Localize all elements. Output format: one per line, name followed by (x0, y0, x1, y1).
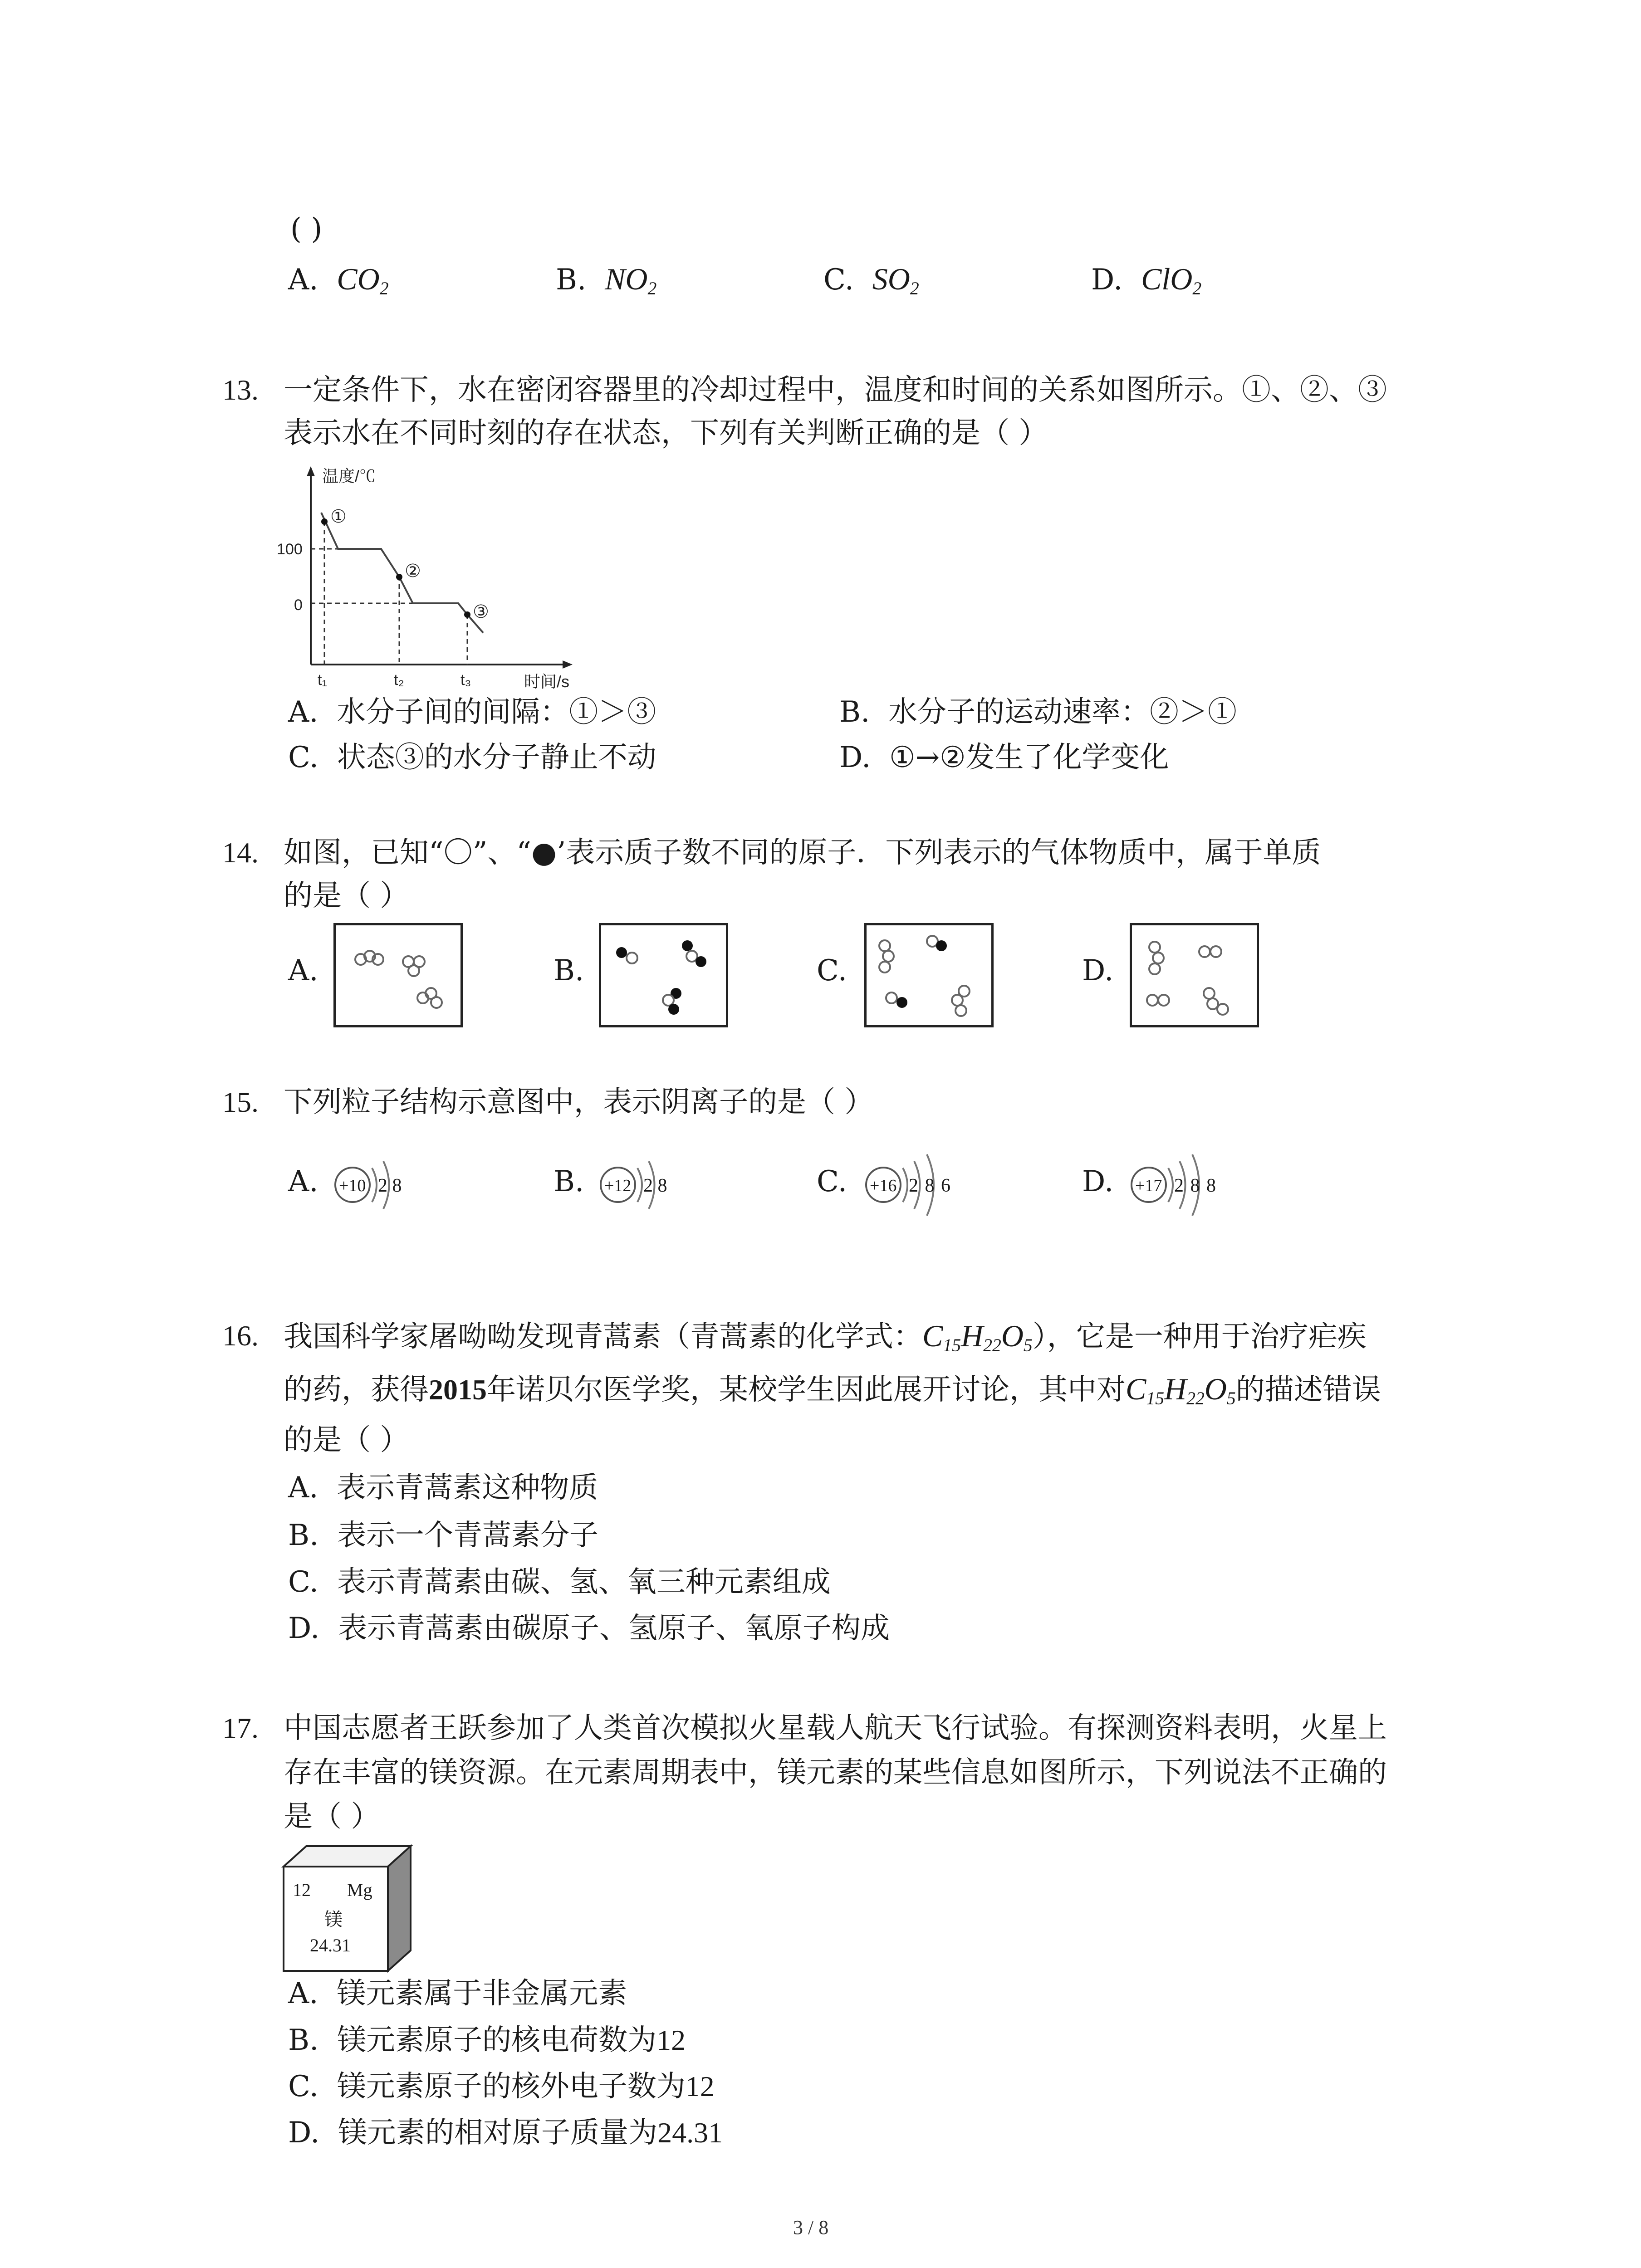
formula-sub: 22 (1186, 1388, 1205, 1409)
formula-o: O (1001, 1319, 1024, 1353)
option-letter: D. (1091, 263, 1123, 297)
q15-atom-d (1125, 1134, 1252, 1220)
option-letter: C. (288, 2070, 319, 2103)
q16-option-d (288, 1610, 890, 1647)
q14-molecules-a (336, 925, 460, 1025)
state-point-2 (396, 574, 402, 580)
marker-2: ② (405, 561, 421, 581)
q16-option-a (288, 1470, 598, 1506)
electron-shells: 2 8 (643, 1175, 667, 1196)
q12-paren: ( ) (290, 212, 323, 246)
option-text: 镁元素原子的核电荷数为 (337, 2024, 657, 2057)
tick-label-0: 0 (294, 596, 303, 614)
q14-option-d-letter: D. (1082, 954, 1114, 987)
option-text: 状态③的水分子静止不动 (337, 741, 656, 774)
tick-label-t1: t₁ (318, 671, 327, 689)
option-letter: B. (288, 1519, 319, 1552)
element-symbol: Mg (347, 1880, 372, 1900)
q13-option-c (288, 739, 656, 776)
q14-molecules-b (601, 925, 726, 1025)
option-text: 水分子间的间隔：①＞③ (337, 695, 656, 729)
q17-line2: 存在丰富的镁资源。在元素周期表中，镁元素的某些信息如图所示，下列说法不正确的 (284, 1756, 1387, 1789)
q12-option-b (556, 261, 656, 307)
formula: NO (605, 262, 648, 296)
tick-label-t2: t₂ (394, 671, 404, 689)
option-value: 24.31 (657, 2116, 723, 2149)
q13-number: 13. (222, 374, 259, 406)
q13-line2: 表示水在不同时刻的存在状态，下列有关判断正确的是（ ） (284, 416, 1048, 450)
q17-option-b (288, 2022, 686, 2058)
formula: CO (337, 262, 380, 296)
marker-1: ① (330, 507, 347, 527)
marker-3: ③ (473, 602, 489, 622)
text-segment: ），它是一种用于治疗疟疾 (1032, 1320, 1367, 1354)
q13-temperature-graph (268, 458, 585, 694)
option-letter: A. (288, 1977, 318, 2010)
option-letter: C. (288, 1565, 319, 1599)
q13-option-b (839, 694, 1237, 730)
option-letter: A. (288, 263, 318, 297)
electron-shells: 2 8 6 (909, 1175, 950, 1196)
q14-option-b-letter: B. (554, 954, 584, 987)
q14-molecules-d (1132, 925, 1257, 1025)
option-letter: D. (839, 741, 871, 774)
q16-option-c (288, 1564, 831, 1600)
element-card-magnesium (279, 1844, 415, 1975)
q14-box-c (864, 923, 994, 1027)
q15-option-c-letter: C. (817, 1165, 847, 1198)
atomic-number: 12 (293, 1880, 311, 1900)
q17-line3: 是（ ） (284, 1800, 380, 1833)
q17-line1: 中国志愿者王跃参加了人类首次模拟火星载人航天飞行试验。有探测资料表明，火星上 (284, 1711, 1387, 1745)
formula: ClO (1141, 262, 1193, 296)
option-text: 表示一个青蒿素分子 (337, 1519, 599, 1552)
option-text: ①→②发生了化学变化 (889, 741, 1169, 774)
text-segment: 年诺贝尔医学奖，某校学生因此展开讨论，其中对 (487, 1373, 1126, 1407)
nucleus-charge: +17 (1135, 1176, 1162, 1195)
q14-number: 14. (222, 836, 259, 869)
q15-number: 15. (222, 1086, 259, 1118)
nucleus-charge: +12 (604, 1176, 632, 1195)
text-segment: 我国科学家屠呦呦发现青蒿素（青蒿素的化学式： (284, 1320, 922, 1354)
state-point-1 (321, 518, 328, 525)
q13-line1: 一定条件下，水在密闭容器里的冷却过程中，温度和时间的关系如图所示。①、②、③ (284, 373, 1387, 407)
q12-option-c (823, 261, 919, 307)
formula-h: H (1164, 1372, 1187, 1406)
formula-sub: 2 (379, 279, 389, 299)
q16-option-b (288, 1517, 598, 1554)
q17-number: 17. (222, 1712, 259, 1744)
formula-sub: 22 (983, 1335, 1001, 1356)
q15-atom-c (860, 1134, 987, 1220)
q14-molecules-c (867, 925, 991, 1025)
formula-sub: 2 (910, 279, 919, 299)
q14-box-a (333, 923, 463, 1027)
formula-sub: 15 (943, 1335, 961, 1356)
tick-label-t3: t₃ (460, 671, 471, 689)
formula: SO (872, 262, 910, 296)
formula-sub: 2 (1192, 279, 1202, 299)
q14-box-d (1130, 923, 1259, 1027)
q15-option-d-letter: D. (1082, 1165, 1114, 1198)
q15-option-a-letter: A. (288, 1165, 318, 1198)
q13-option-d (839, 739, 1169, 776)
option-letter: B. (288, 2024, 319, 2057)
formula-c: C (1126, 1372, 1146, 1406)
q17-option-d (288, 2115, 723, 2151)
option-letter: D. (288, 2116, 320, 2150)
state-point-3 (464, 611, 470, 618)
formula-sub: 15 (1146, 1388, 1165, 1409)
q12-option-d (1091, 261, 1201, 307)
electron-shells: 2 8 (378, 1175, 402, 1196)
q15-option-b-letter: B. (554, 1165, 584, 1198)
page-number: 3 / 8 (793, 2216, 829, 2239)
q12-option-a (288, 261, 389, 307)
option-letter: B. (839, 695, 870, 729)
nucleus-charge: +10 (339, 1176, 366, 1195)
q15-atom-a (329, 1134, 447, 1220)
q14-line1: 如图，已知“〇”、“●’表示质子数不同的原子．下列表示的气体物质中，属于单质 (284, 836, 1321, 870)
q15-atom-b (594, 1134, 712, 1220)
option-letter: D. (288, 1612, 320, 1645)
q14-option-c-letter: C. (817, 954, 847, 987)
q16-line1 (284, 1318, 1367, 1364)
cooling-curve (321, 513, 483, 633)
option-text: 表示青蒿素这种物质 (337, 1471, 598, 1505)
option-text: 镁元素的相对原子质量为 (338, 2116, 658, 2150)
q15-line1: 下列粒子结构示意图中，表示阴离子的是（ ） (284, 1085, 874, 1119)
q17-option-a (288, 1975, 627, 2012)
option-text: 水分子的运动速率：②＞① (888, 695, 1237, 729)
tick-label-100: 100 (277, 541, 303, 558)
q16-line2 (284, 1371, 1381, 1417)
y-axis-label: 温度/℃ (322, 467, 376, 485)
option-letter: C. (823, 263, 854, 297)
option-value: 12 (656, 2024, 686, 2056)
option-letter: A. (288, 695, 318, 729)
formula-sub: 5 (1023, 1335, 1033, 1356)
year: 2015 (429, 1374, 487, 1406)
q14-box-b (599, 923, 728, 1027)
q14-line2: 的是（ ） (284, 879, 409, 913)
option-letter: C. (288, 741, 319, 774)
formula-sub: 2 (647, 279, 657, 299)
option-letter: B. (556, 263, 587, 297)
q14-option-a-letter: A. (288, 954, 318, 987)
q17-option-c (288, 2068, 715, 2105)
formula-sub: 5 (1226, 1388, 1236, 1409)
element-name: 镁 (324, 1909, 343, 1930)
x-axis-arrow (563, 660, 573, 669)
atomic-mass: 24.31 (310, 1935, 351, 1955)
option-text: 表示青蒿素由碳原子、氢原子、氧原子构成 (338, 1612, 890, 1645)
electron-shells: 2 8 8 (1174, 1175, 1216, 1196)
q13-option-a (288, 694, 656, 730)
option-text: 镁元素原子的核外电子数为 (337, 2070, 686, 2103)
formula-h: H (961, 1319, 984, 1353)
nucleus-charge: +16 (870, 1176, 897, 1195)
x-axis-label: 时间/s (524, 672, 570, 691)
option-text: 镁元素属于非金属元素 (337, 1977, 627, 2010)
q16-line3: 的是（ ） (284, 1423, 409, 1457)
formula-o: O (1204, 1372, 1227, 1406)
option-letter: A. (288, 1471, 318, 1505)
option-value: 12 (685, 2070, 715, 2102)
text-segment: 的药，获得 (284, 1373, 429, 1407)
q16-number: 16. (222, 1320, 259, 1352)
formula-c: C (922, 1319, 943, 1353)
text-segment: 的描述错误 (1235, 1373, 1381, 1407)
option-text: 表示青蒿素由碳、氢、氧三种元素组成 (337, 1565, 831, 1599)
y-axis-arrow (307, 466, 315, 476)
